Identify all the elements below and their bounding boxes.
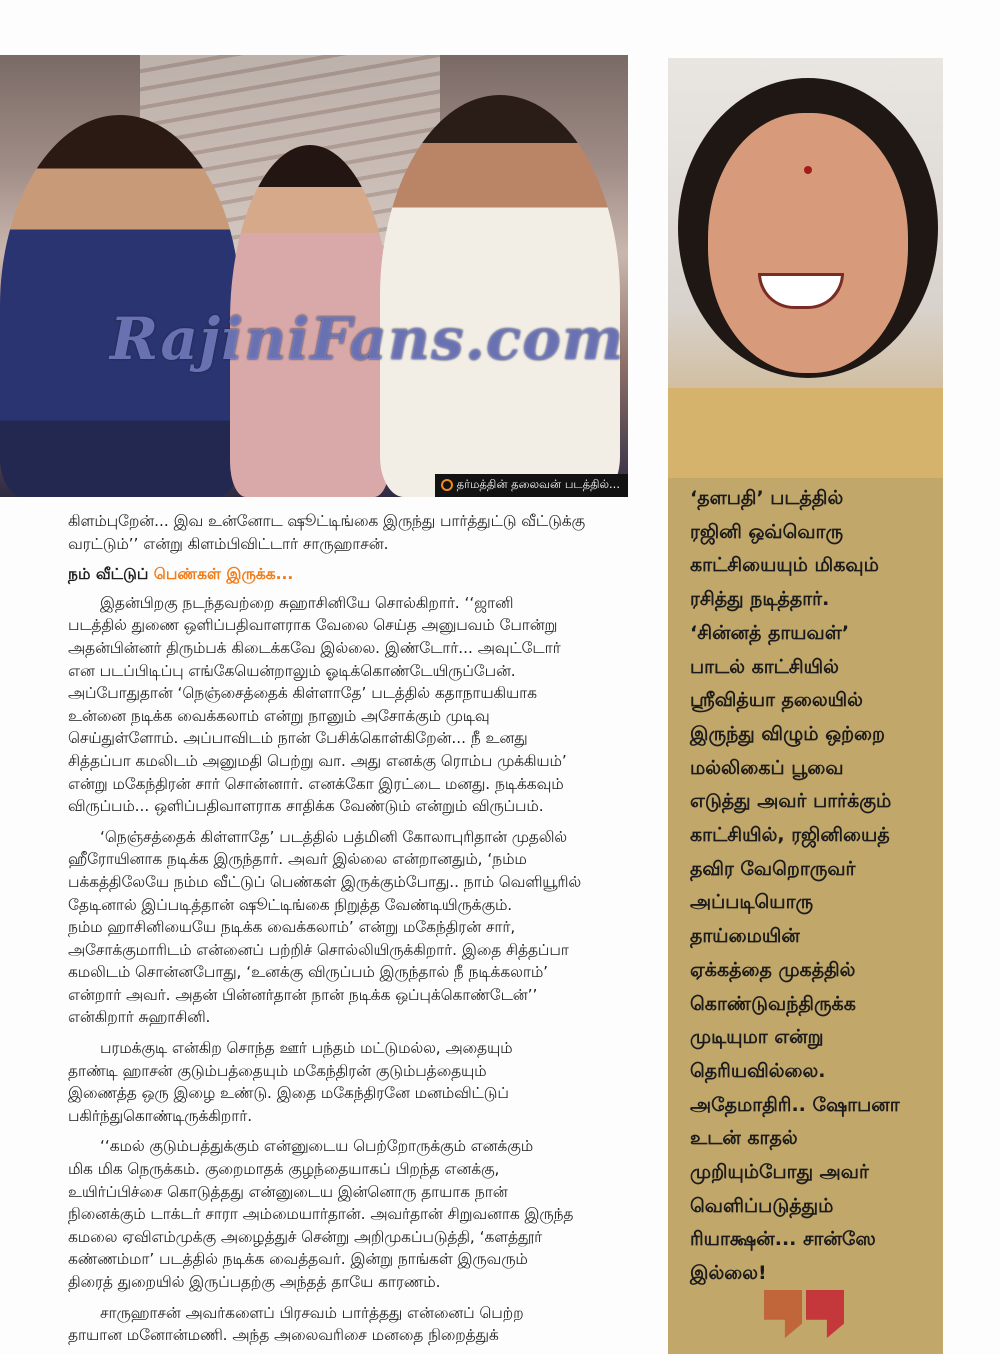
portrait-face	[708, 113, 908, 373]
subheading-accent: பெண்கள் இருக்க...	[153, 565, 294, 584]
paragraph	[68, 826, 638, 1029]
text-line: செய்துள்ளோம். அப்பாவிடம் நான் பேசிக்கொள்கிறேன்... நீ உனது	[68, 729, 528, 748]
paragraph	[68, 510, 638, 555]
text-line: பக்கத்திலேயே நம்ம வீட்டுப் பெண்கள் இருக்கும்போது.. நாம் வெளியூரில்	[68, 872, 582, 891]
text-line: அதேமாதிரி.. ஷோபனா	[690, 1093, 900, 1116]
text-line: ‘தளபதி’ படத்தில்	[690, 487, 844, 509]
text-line: உடன் காதல்	[690, 1127, 798, 1150]
text-line: ரியாக்ஷன்... சான்ஸே	[690, 1228, 876, 1251]
text-line: கண்ணம்மா’ படத்தில் நடிக்க வைத்தவர். இன்று நாங்கள் இருவரும்	[68, 1250, 528, 1269]
text-line: விருப்பம்... ஒளிப்பதிவாளராக சாதிக்க வேண்டும் என்றும் விருப்பம்.	[68, 797, 544, 816]
text-line: கமலிடம் சொன்னபோது, ‘உனக்கு விருப்பம் இருந்தால் நீ நடிக்கலாம்’	[68, 963, 548, 982]
subheading	[68, 563, 638, 586]
text-line: என்றார் அவர். அதன் பின்னர்தான் நான் நடிக்க ஒப்புக்கொண்டேன்’’	[68, 985, 538, 1004]
caption-bullet-icon	[441, 479, 453, 491]
text-line: பாடல் காட்சியில்	[690, 655, 839, 678]
text-line: என்கிறார் சுஹாசினி.	[68, 1008, 211, 1027]
actor-right	[380, 95, 620, 497]
text-line: இணைத்த ஒரு இழை உண்டு. இதை மகேந்திரனே மனம்விட்டுப்	[68, 1084, 509, 1103]
text-line: ஏக்கத்தை முகத்தில்	[690, 958, 856, 981]
article-body	[68, 510, 638, 1355]
text-line: கிளம்புறேன்... இவ உன்னோட ஷூட்டிங்கை இருந்து பார்த்துட்டு வீட்டுக்கு	[68, 512, 586, 530]
text-line: மல்லிகைப் பூவை	[690, 756, 844, 779]
text-line: தாயான மனோன்மணி. அந்த அலைவரிசை மனதை நிறைத்துக்	[68, 1326, 499, 1345]
portrait-photo	[668, 58, 943, 478]
text-line: இருந்து விழும் ஒற்றை	[690, 722, 885, 745]
text-line: ஹீரோயினாக நடிக்க இருந்தார். அவர் இல்லை என்றானதும், ‘நம்ம	[68, 850, 527, 869]
text-line: அசோக்குமாரிடம் என்னைப் பற்றிச் சொல்லியிருக்கிறார். இதை சித்தப்பா	[68, 940, 569, 959]
text-line: ரஜினி ஒவ்வொரு	[690, 520, 844, 543]
text-line: ஸ்ரீவித்யா தலையில்	[690, 689, 863, 712]
text-line: பரமக்குடி என்கிற சொந்த ஊர் பந்தம் மட்டுமல்ல, அதையும்	[100, 1039, 513, 1058]
text-line: தேடினால் இப்படித்தான் ஷூட்டிங்கை நிறுத்த வேண்டியிருக்கும்.	[68, 895, 513, 914]
text-line: அதன்பின்னர் திரும்பக் கிடைக்கவே இல்லை. இண்டோர்... அவுட்டோர்	[68, 638, 561, 657]
text-line: படத்தில் துணை ஒளிப்பதிவாளராக வேலை செய்த அனுபவம் போன்று	[68, 616, 558, 635]
text-line: பகிர்ந்துகொண்டிருக்கிறார்.	[68, 1106, 253, 1125]
paragraph	[68, 1135, 638, 1293]
caption-text: தர்மத்தின் தலைவன் படத்தில்...	[456, 477, 620, 491]
text-line: முறியும்போது அவர்	[690, 1161, 869, 1184]
portrait-blouse	[668, 388, 943, 478]
text-line: தாண்டி ஹாசன் குடும்பத்தையும் மகேந்திரன் குடும்பத்தையும்	[68, 1061, 487, 1080]
text-line: தெரியவில்லை.	[690, 1059, 826, 1082]
paragraph	[68, 1302, 638, 1347]
text-line: கொண்டுவந்திருக்க	[690, 992, 856, 1015]
text-line: உன்னை நடிக்க வைக்கலாம் என்று நானும் அசோக்கும் முடிவு	[68, 706, 490, 725]
text-line: கமலை ஏவிஎம்முக்கு அழைத்துச் சென்று அறிமுகப்படுத்தி, ‘களத்தூர்	[68, 1227, 543, 1246]
text-line: ரசித்து நடித்தார்.	[690, 588, 830, 611]
portrait-bindi	[804, 166, 812, 174]
pull-quote-text	[690, 482, 900, 1291]
text-line: இல்லை!	[690, 1262, 767, 1285]
text-line: நம்ம ஹாசினியையே நடிக்க வைக்கலாம்’ என்று மகேந்திரன் சார்,	[68, 918, 516, 937]
text-line: ‘‘கமல் குடும்பத்துக்கும் என்னுடைய பெற்றோருக்கும் எனக்கும்	[100, 1137, 534, 1156]
text-line: மிக மிக நெருக்கம். குறைமாதக் குழந்தையாகப் பிறந்த எனக்கு,	[68, 1160, 500, 1179]
paragraph	[68, 1037, 638, 1127]
paragraph	[68, 592, 638, 818]
photo-caption	[435, 474, 628, 497]
text-line: வெளிப்படுத்தும்	[690, 1194, 834, 1217]
text-line: தவிர வேறொருவர்	[690, 857, 856, 880]
text-line: வரட்டும்’’ என்று கிளம்பிவிட்டார் சாருஹாசன்.	[68, 534, 389, 553]
text-line: நினைக்கும் டாக்டர் சாரா அம்மையார்தான். அவர்தான் சிறுவனாக இருந்த	[68, 1205, 574, 1224]
text-line: எடுத்து அவர் பார்க்கும்	[690, 790, 892, 813]
closing-quote-icon	[764, 1290, 848, 1342]
text-line: தாய்மையின்	[690, 925, 800, 948]
text-line: காட்சியில், ரஜினியைத்	[690, 824, 890, 847]
text-line: சித்தப்பா கமலிடம் அனுமதி பெற்று வா. அது எனக்கு ரொம்ப முக்கியம்’	[68, 751, 567, 770]
text-line: அப்போதுதான் ‘நெஞ்சைத்தைக் கிள்ளாதே’ படத்தில் கதாநாயகியாக	[68, 684, 537, 703]
text-line: ‘நெஞ்சத்தைக் கிள்ளாதே’ படத்தில் பத்மினி கோலாபுரிதான் முதலில்	[100, 827, 567, 846]
film-still-photo	[0, 55, 628, 497]
text-line: சாருஹாசன் அவர்களைப் பிரசவம் பார்த்தது என்னைப் பெற்ற	[100, 1303, 524, 1322]
subheading-black: நம் வீட்டுப்	[68, 565, 149, 584]
text-line: காட்சியையும் மிகவும்	[690, 554, 879, 577]
watermark-logo: RajiniFans.com	[110, 305, 625, 373]
text-line: முடியுமா என்று	[690, 1026, 824, 1049]
text-line: என்று மகேந்திரன் சார் சொன்னார். எனக்கோ இரட்டை மனது. நடிக்கவும்	[68, 774, 564, 793]
text-line: அப்படியொரு	[690, 891, 814, 914]
text-line: திரைத் துறையில் இருப்பதற்கு அந்தத் தாயே காரணம்.	[68, 1273, 441, 1291]
text-line: உயிர்ப்பிச்சை கொடுத்தது என்னுடைய இன்னொரு தாயாக நான்	[68, 1182, 508, 1201]
text-line: ‘சின்னத் தாயவள்’	[690, 621, 850, 644]
text-line: இதன்பிறகு நடந்தவற்றை சுஹாசினியே சொல்கிறார். ‘‘ஜானி	[100, 593, 514, 612]
text-line: என படப்பிடிப்பு எங்கேயென்றாலும் ஓடிக்கொண்டேயிருப்பேன்.	[68, 661, 516, 680]
pull-quote-panel	[668, 58, 943, 1354]
